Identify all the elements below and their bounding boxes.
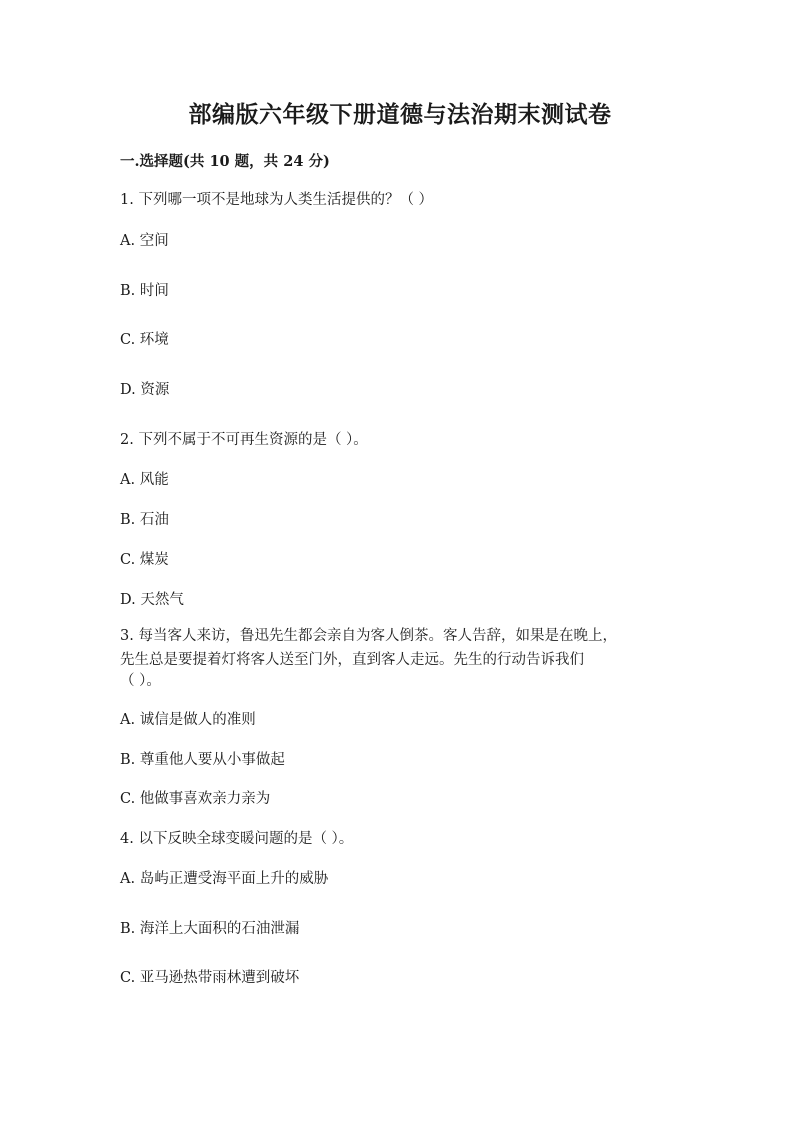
- question-2-option-b: B. 石油: [120, 512, 169, 528]
- question-2-option-c: C. 煤炭: [120, 552, 169, 568]
- question-4-option-b: B. 海洋上大面积的石油泄漏: [120, 921, 300, 937]
- question-1-option-c: C. 环境: [120, 332, 169, 348]
- question-1-stem: 1. 下列哪一项不是地球为人类生活提供的？（ ）: [120, 192, 434, 208]
- question-3-stem-line-3: （ ）。: [120, 673, 161, 689]
- question-3-option-a: A. 诚信是做人的准则: [120, 712, 256, 728]
- question-3-stem-line-1: 3. 每当客人来访，鲁迅先生都会亲自为客人倒茶。客人告辞，如果是在晚上，: [120, 628, 617, 644]
- question-4-option-c: C. 亚马逊热带雨林遭到破坏: [120, 970, 300, 986]
- question-3-option-c: C. 他做事喜欢亲力亲为: [120, 791, 271, 807]
- question-1-option-d: D. 资源: [120, 382, 170, 398]
- question-3-stem-line-2: 先生总是要提着灯将客人送至门外，直到客人走远。先生的行动告诉我们: [120, 652, 584, 668]
- question-2-stem: 2. 下列不属于不可再生资源的是（ ）。: [120, 432, 368, 448]
- question-3-option-b: B. 尊重他人要从小事做起: [120, 752, 285, 768]
- question-4-stem: 4. 以下反映全球变暖问题的是（ ）。: [120, 831, 354, 847]
- section-heading: 一.选择题(共 10 题，共 24 分): [120, 153, 330, 170]
- question-1-option-a: A. 空间: [120, 233, 169, 249]
- question-1-option-b: B. 时间: [120, 283, 169, 299]
- question-2-option-d: D. 天然气: [120, 592, 184, 608]
- page-title: 部编版六年级下册道德与法治期末测试卷: [188, 101, 612, 128]
- question-2-option-a: A. 风能: [120, 472, 169, 488]
- question-4-option-a: A. 岛屿正遭受海平面上升的威胁: [120, 871, 329, 887]
